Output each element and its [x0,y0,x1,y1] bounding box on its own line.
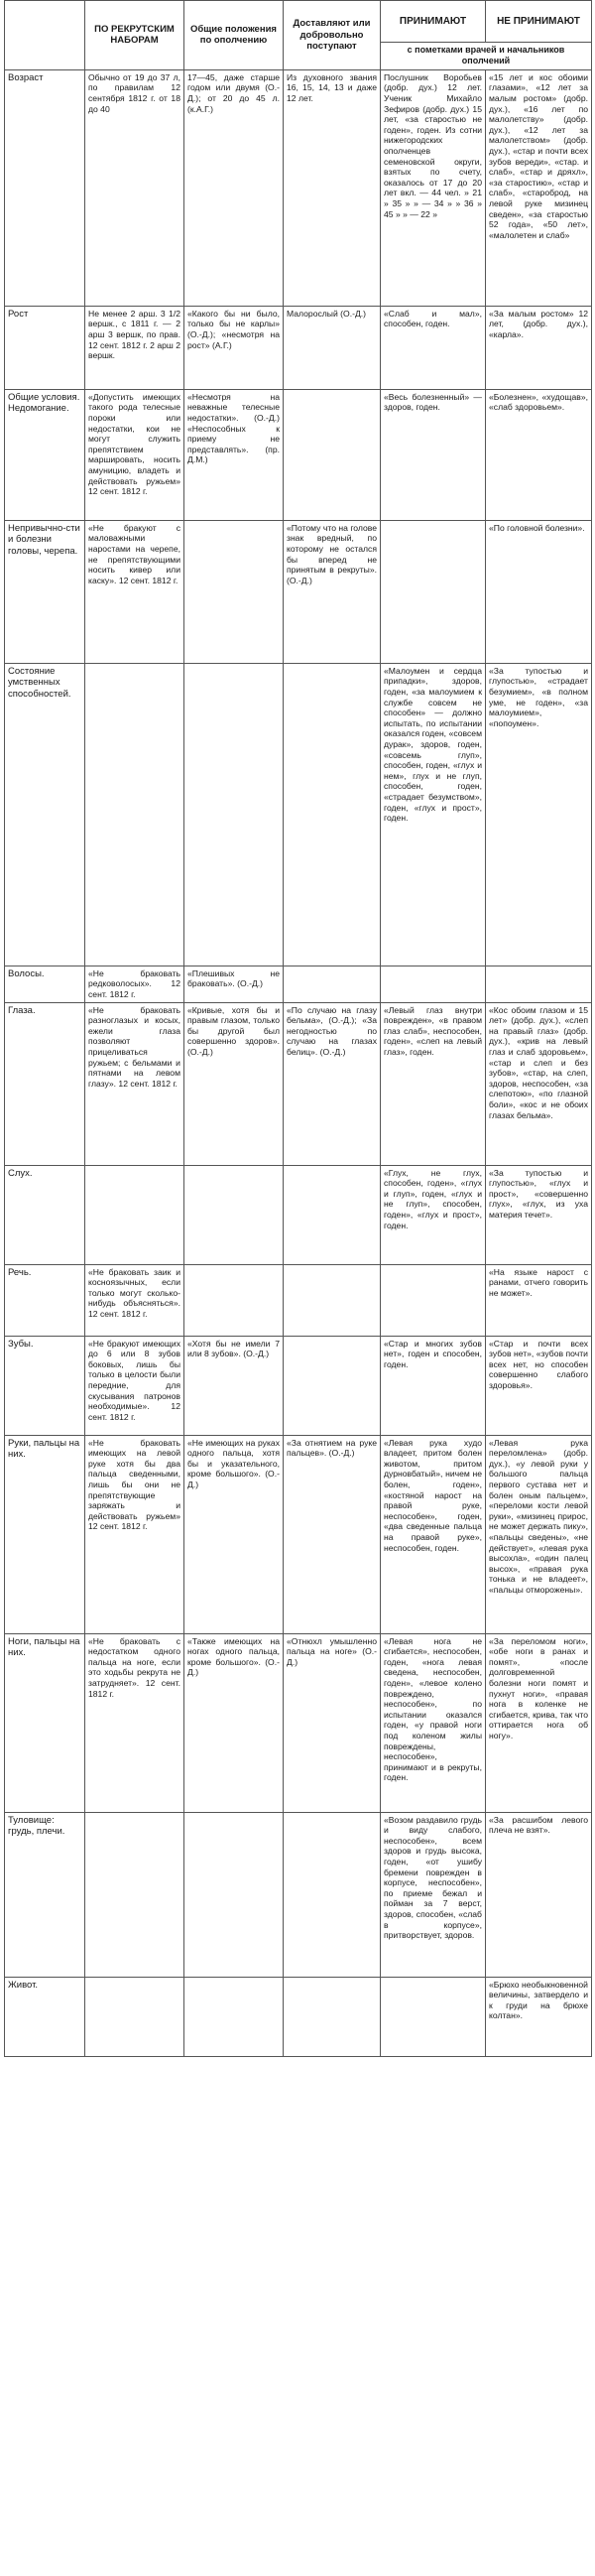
cell-recruit: «Не браковать разноглазых и косых, ежели глаза позволяют прицеливаться ружьем; с бельмами и пятнами на левом глазу». 12 сент. 1812 г. [85,1002,184,1165]
cell-reject: «Левая рука переломлена» (добр. дух.), «у левой руки у большого пальца первого сустава нет и болен оным пальцем», «переломи кости левой руки», «мизинец прироc, не может держать пику», «пальцы сведены», «не действует», «левая рука высохла», «один палец высох», «правая рука тонька и не владеет», «пальцы отморожены». [486,1435,592,1633]
cell-reject: «Кос обоим глазом и 15 лет» (добр. дух.), «слеп на правый глаз» (добр. дух.), «крив на левый глаз и слаб здоровьем», «стар и слеп и без зубов», «стар, на слеп, здоров, неспособен, «за слепотою», «по глазной боли», «кос и не обоих глазах бельма». [486,1002,592,1165]
cell-reject: «Болезнен», «худощав», «слаб здоровьем». [486,389,592,520]
cell-recruit: «Не браковать имеющих на левой руке хотя бы два пальца сведенными, лишь бы они не препятствующие заряжать и действовать ружьем» 12 сент. 1812 г. [85,1435,184,1633]
cell-reject [486,966,592,1002]
table-row [5,306,592,389]
cell-accept [381,1977,486,2056]
header-volunteer: Доставляют или добровольно поступают [284,1,381,70]
cell-recruit [85,663,184,966]
cell-accept: «Левая нога не сгибается», неспособен, годен, «нога левая сведена, неспособен, годен», «левое колено повреждено, неспособен», по испытании оказался годен, «у правой ноги под коленом жилы повреждены, неспособен», принимают и в рекруты, годен. [381,1633,486,1812]
table-row [5,1264,592,1336]
row-category: Живот. [5,1977,85,2056]
cell-general [184,1165,284,1264]
medical-acceptance-table [4,0,592,2057]
table-row [5,1165,592,1264]
cell-accept: «Весь болезненный» — здоров, годен. [381,389,486,520]
cell-reject: «За тупостью и глупостью», «глух и прост», «совершенно глух», «глух, из уха материя течет». [486,1165,592,1264]
cell-accept: «Малоумен и сердца припадки», здоров, годен, «за малоумием к службе совсем не способен» — должно испытать, по испытании оказался годен, «совсем дурак», здоров, годен, «совсемь глуп», способен, годен, «глух и нем», глух и не глуп, способен, годен, «страдает безумством», годен, «глух и прост», годен. [381,663,486,966]
table-row [5,1633,592,1812]
cell-volunteer [284,966,381,1002]
cell-general [184,520,284,663]
row-category: Состояние умственных способностей. [5,663,85,966]
row-category: Непривычно-сти и болезни головы, черепа. [5,520,85,663]
cell-reject: «Брюхо необыкновенной величины, затвердело и к груди на брюхе колтан». [486,1977,592,2056]
cell-recruit: «Не браковать редковолосых». 12 сент. 1812 г. [85,966,184,1002]
cell-recruit [85,1977,184,2056]
cell-volunteer: Из духовного звания 16, 15, 14, 13 и даже 12 лет. [284,69,381,306]
table-row [5,1002,592,1165]
cell-recruit: «Допустить имеющих такого рода телесные пороки или недостатки, кои не могут служить препятствием маршировать, носить амуницию, владеть и действовать ружьем» 12 сент. 1812 г. [85,389,184,520]
cell-accept: «Глух, не глух, способен, годен», «глух и глуп», годен, «глух и не глуп», способен, годен», «глух и прост», годен. [381,1165,486,1264]
cell-recruit [85,1812,184,1977]
cell-volunteer: «По случаю на глазу бельма», (О.-Д.); «За негодностью по случаю на глазах белиц». (О.-Д.) [284,1002,381,1165]
table-body [5,69,592,2056]
cell-accept: «Левый глаз внутри поврежден», «в правом глаз слаб», неспособен, годен», «слеп на левый глаз», годен. [381,1002,486,1165]
row-category: Речь. [5,1264,85,1336]
cell-reject: «За тупостью и глупостью», «страдает безумием», «в полном уме, не годен», «за малоумием», «попоумен». [486,663,592,966]
cell-recruit: Обычно от 19 до 37 л, по правилам 12 сентября 1812 г. от 18 до 40 [85,69,184,306]
cell-recruit: «Не бракуют с маловажными наростами на черепе, не препятствующими носить кивер или каску». 12 сент. 1812 г. [85,520,184,663]
cell-accept: «Возом раздавило грудь и виду слабого, неспособен», всем здоров и грудь высока, годен, «от ушибу бремени поврежден в корпусе, неспособен», по приеме бежал и пойман за 7 верст, здоров, способен, «слаб в корпусе», притворствует, здоров. [381,1812,486,1977]
table-row [5,389,592,520]
header-accept: ПРИНИМАЮТ [381,1,486,43]
table-row [5,663,592,966]
table-header-row [5,1,592,43]
cell-accept [381,966,486,1002]
header-reject: НЕ ПРИНИМАЮТ [486,1,592,43]
cell-reject: «По головной болезни». [486,520,592,663]
cell-recruit: «Не браковать с недостатком одного пальца на ноге, если это ходьбы рекрута не затрудняет». 12 сент. 1812 г. [85,1633,184,1812]
cell-volunteer [284,1812,381,1977]
table-row [5,1812,592,1977]
table-row [5,1435,592,1633]
row-category: Зубы. [5,1336,85,1435]
row-category: Ноги, пальцы на них. [5,1633,85,1812]
cell-reject: «За расшибом левого плеча не взят». [486,1812,592,1977]
table-row [5,1336,592,1435]
cell-general: «Какого бы ни было, только бы не карлы» (О.-Д.); «несмотря на рост» (А.Г.) [184,306,284,389]
cell-general: «Кривые, хотя бы и правым глазом, только бы другой был совершенно здоров». (О.-Д.) [184,1002,284,1165]
row-category: Волосы. [5,966,85,1002]
header-notes: с пометками врачей и начальников ополчений [381,43,592,70]
cell-accept: «Слаб и мал», способен, годен. [381,306,486,389]
cell-accept [381,1264,486,1336]
cell-general [184,1977,284,2056]
cell-recruit: «Не браковать заик и косноязычных, если только могут сколько-нибудь объясняться». 12 сент. 1812 г. [85,1264,184,1336]
cell-general [184,1264,284,1336]
cell-volunteer [284,1336,381,1435]
cell-reject: «15 лет и кос обоими глазами», «12 лет за малым ростом» (добр. дух.), «16 лет по малолетству» (добр. дух.), «12 лет за малолетством» (добр. дух.), «стар и почти всех зубов вереди», «стар. и слаб», «стар и дряхл», «за старостию», «стар и слаб», «староброд, на левой руке мизинец сведен», «за старостью 52 года», «50 лет», «малолетен и слаб» [486,69,592,306]
cell-reject: «Стар и почти всех зубов нет», «зубов почти всех нет, но способен совершенно слабого здоровья». [486,1336,592,1435]
cell-volunteer [284,663,381,966]
table-row [5,1977,592,2056]
cell-volunteer: Малорослый (О.-Д.) [284,306,381,389]
cell-general: «Также имеющих на ногах одного пальца, кроме большого». (О.-Д.) [184,1633,284,1812]
row-category: Общие условия. Недомогание. [5,389,85,520]
table-row [5,520,592,663]
cell-volunteer [284,1165,381,1264]
table-row [5,966,592,1002]
cell-reject: «На языке нарост с ранами, отчего говорить не может». [486,1264,592,1336]
cell-reject: «За переломом ноги», «обе ноги в ранах и помят», «после долговременной болезни ноги помят и пухнут ноги», «правая нога в коленке не сгибается, крива, так что оттирается нога об ногу». [486,1633,592,1812]
header-general: Общие положения по ополчению [184,1,284,70]
row-category: Руки, пальцы на них. [5,1435,85,1633]
row-category: Туловище: грудь, плечи. [5,1812,85,1977]
cell-reject: «За малым ростом» 12 лет, (добр. дух.), «карла». [486,306,592,389]
table-row [5,69,592,306]
cell-volunteer [284,1264,381,1336]
cell-general: «Хотя бы не имели 7 или 8 зубов». (О.-Д.) [184,1336,284,1435]
cell-general: 17—45, даже старше годом или двумя (О.-Д.); от 20 до 45 л. (к.А.Г.) [184,69,284,306]
cell-volunteer: «За отнятием на руке пальцев». (О.-Д.) [284,1435,381,1633]
row-category: Возраст [5,69,85,306]
cell-volunteer: «Отнюхл умышленно пальца на ноге» (О.-Д.) [284,1633,381,1812]
cell-general: «Не имеющих на руках одного пальца, хотя бы и указательного, кроме большого». (О.-Д.) [184,1435,284,1633]
cell-accept: «Левая рука худо владеет, притом болен животом, притом дурновбатый», ничем не болен, годен», «костяной нарост на правой руке, неспособен», годен, «два сведенные пальца на правой руке», неспособен, годен. [381,1435,486,1633]
cell-recruit: «Не бракуют имеющих до 6 или 8 зубов боковых, лишь бы только в целости были передние, для скусывания патронов необходимые». 12 сент. 1812 г. [85,1336,184,1435]
row-category: Слух. [5,1165,85,1264]
cell-volunteer [284,389,381,520]
cell-recruit [85,1165,184,1264]
row-category: Рост [5,306,85,389]
cell-recruit: Не менее 2 арш. 3 1/2 вершк., с 1811 г. — 2 арш 3 вершк, по прав. 12 сент. 1812 г. 2 арш 2 вершк. [85,306,184,389]
header-category [5,1,85,70]
cell-accept: «Стар и многих зубов нет», годен и способен, годен. [381,1336,486,1435]
cell-general [184,663,284,966]
cell-accept [381,520,486,663]
cell-general: «Несмотря на неважные телесные недостатки». (О.-Д.) «Неспособных к приему не представлять». (пр. Д.М.) [184,389,284,520]
cell-volunteer: «Потому что на голове знак вредный, по которому не остался бы вперед не принятым в рекруты». (О.-Д.) [284,520,381,663]
row-category: Глаза. [5,1002,85,1165]
cell-volunteer [284,1977,381,2056]
cell-general [184,1812,284,1977]
header-recruit: ПО РЕКРУТСКИМ НАБОРАМ [85,1,184,70]
cell-accept: Послушник Воробьев (добр. дух.) 12 лет. Ученик Михайло Зефиров (добр. дух.) 15 лет, «за старостью не годен», годен. Из сотни нижегородских ополченцев семеновской округи, взятых по счету, оказалось от 17 до 20 лет вкл. — 44 чел. » 21 » 35 » » — 34 » » 36 » 45 » » — 22 » [381,69,486,306]
cell-general: «Плешивых не браковать». (О.-Д.) [184,966,284,1002]
